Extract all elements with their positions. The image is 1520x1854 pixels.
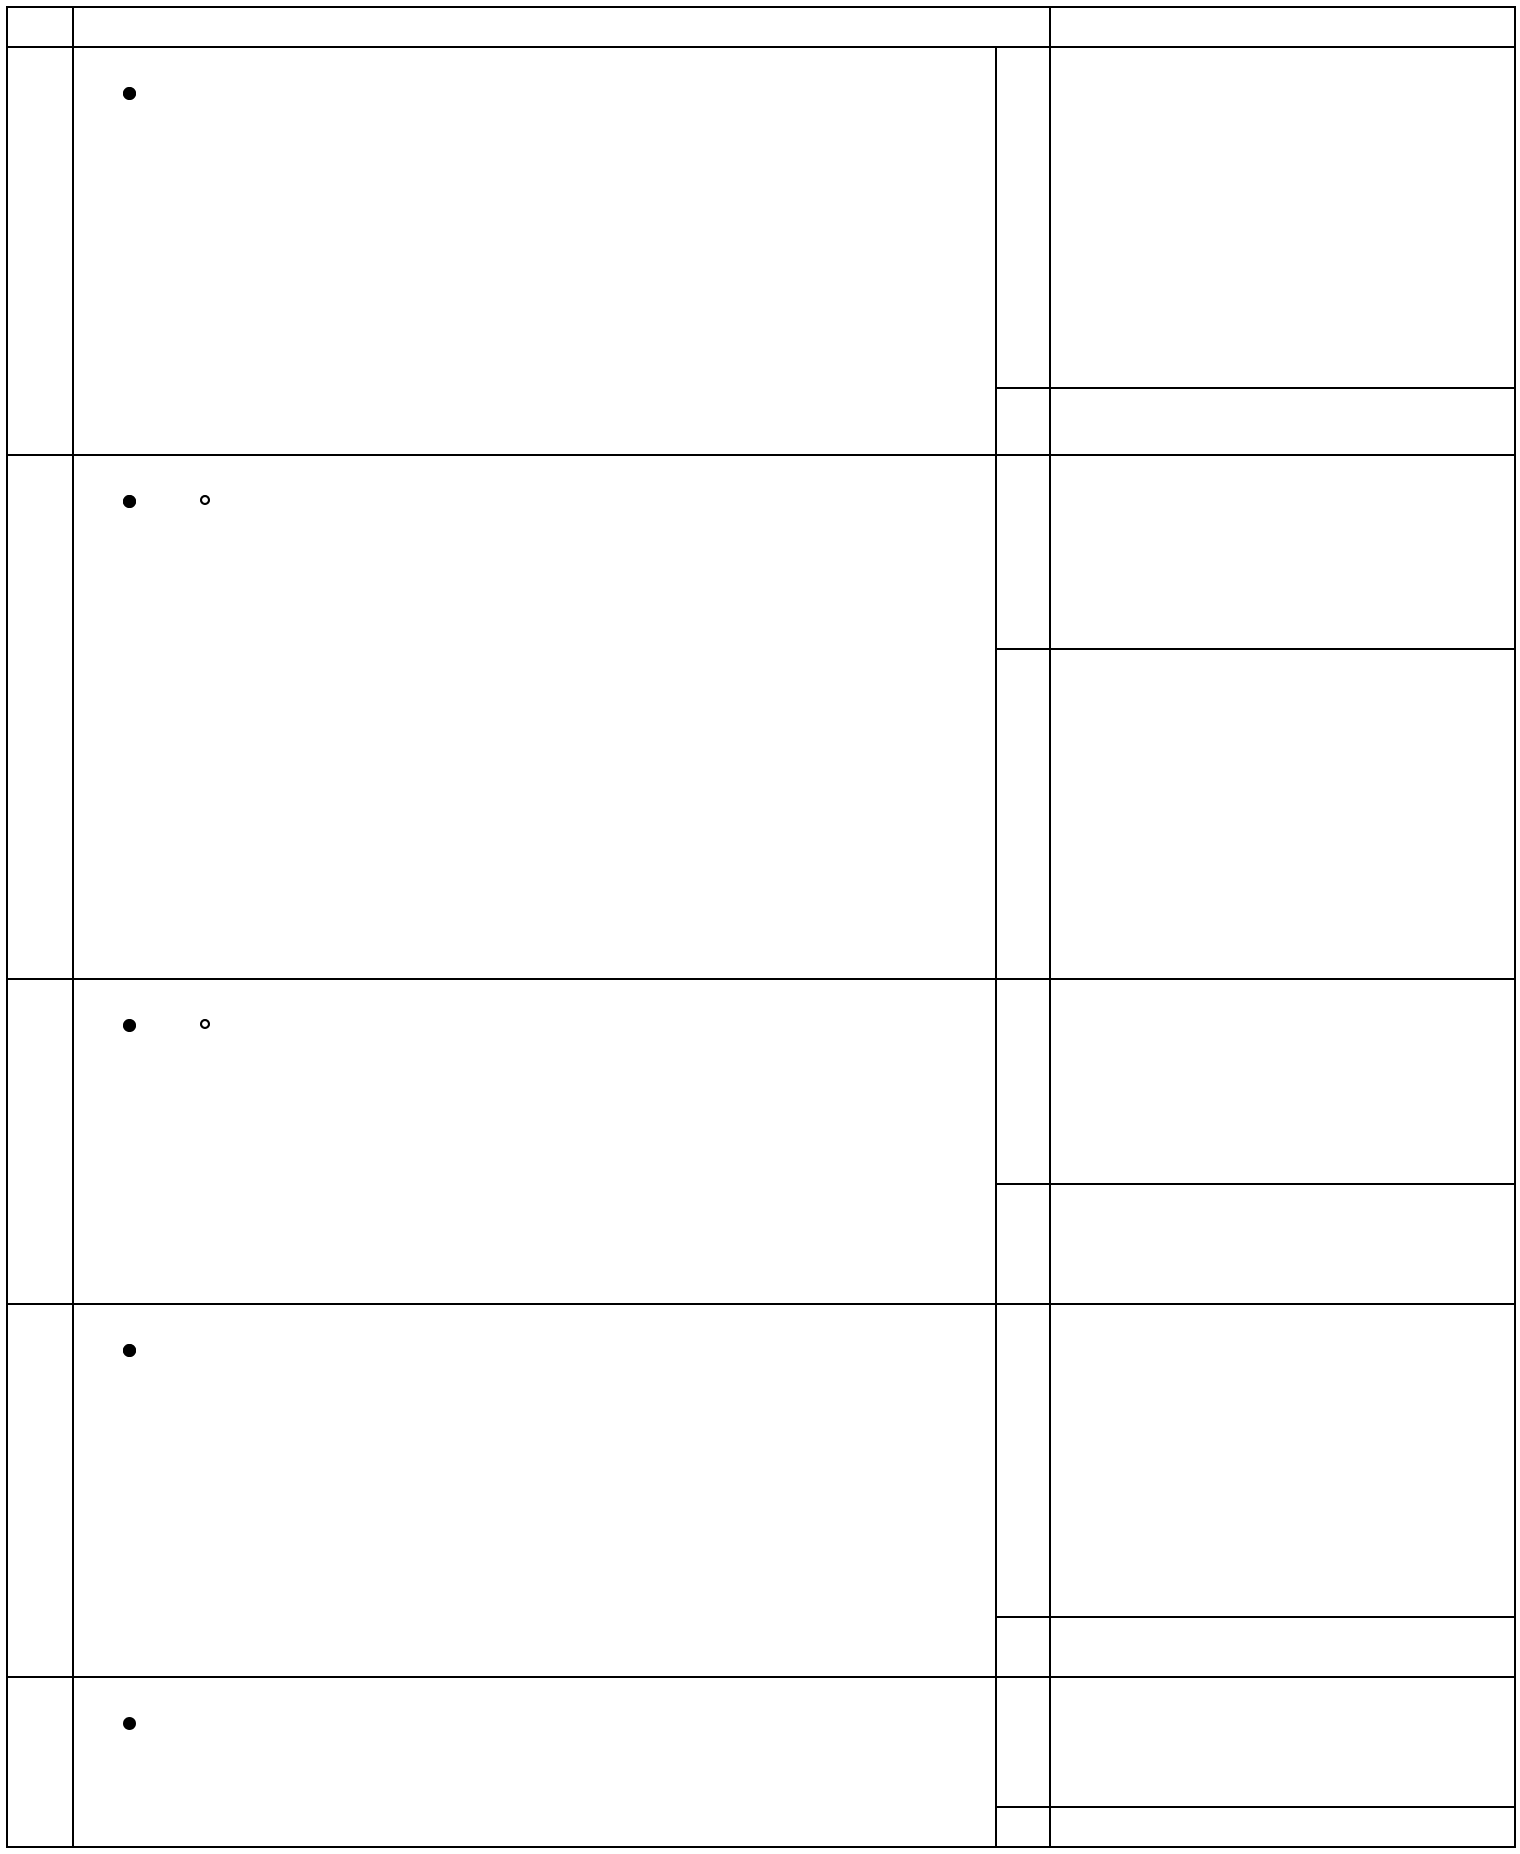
header-step [7,7,73,47]
no-action [1050,1807,1515,1847]
step-number [7,1304,73,1677]
step-row [7,47,1515,388]
inspection-table [6,6,1516,1848]
yes-action [1050,1304,1515,1617]
no-action [1050,388,1515,455]
no-label [996,1184,1050,1304]
header-inspection [73,7,1050,47]
yes-label [996,1677,1050,1807]
yes-label [996,455,1050,649]
yes-label [996,1304,1050,1617]
yes-label [996,47,1050,388]
yes-action [1050,47,1515,388]
no-label [996,1617,1050,1677]
step-row [7,1677,1515,1807]
inspection-cell [73,455,996,979]
inspection-cell [73,1304,996,1677]
no-action [1050,1617,1515,1677]
step-number [7,455,73,979]
no-label [996,649,1050,979]
yes-action [1050,1677,1515,1807]
table-header-row [7,7,1515,47]
step-number [7,47,73,455]
no-label [996,388,1050,455]
step-row [7,1304,1515,1617]
inspection-cell [73,1677,996,1847]
yes-label [996,979,1050,1184]
yes-action [1050,455,1515,649]
no-action [1050,649,1515,979]
no-label [996,1807,1050,1847]
step-number [7,1677,73,1847]
no-action [1050,1184,1515,1304]
step-row [7,979,1515,1184]
inspection-cell [73,979,996,1304]
yes-action [1050,979,1515,1184]
inspection-cell [73,47,996,455]
step-number [7,979,73,1304]
step-row [7,455,1515,649]
header-action [1050,7,1515,47]
